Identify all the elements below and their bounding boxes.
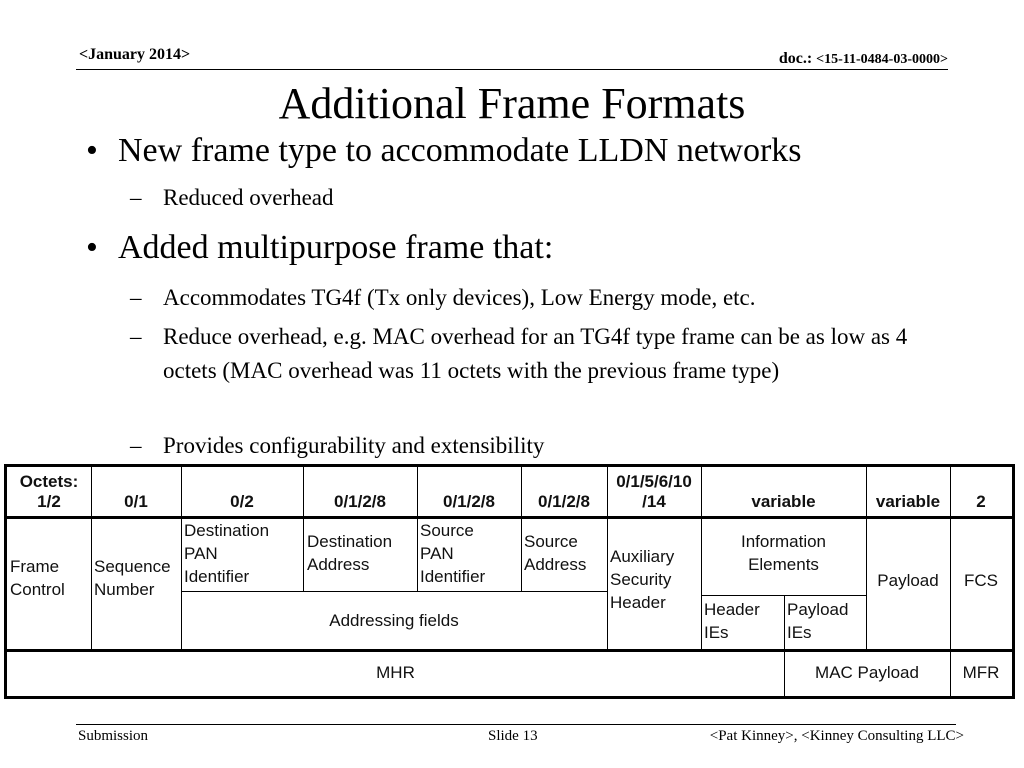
octets-cell-5: 0/1/2/8 — [443, 492, 495, 511]
dash: – — [130, 185, 142, 210]
field-information-elements: Information Elements — [740, 532, 827, 574]
mhr-label: MHR — [376, 663, 415, 682]
header-divider — [76, 69, 948, 70]
header-doc-number: <15-11-0484-03-0000> — [816, 52, 948, 67]
header-ies-label: Header IEs — [704, 600, 760, 642]
octets-cell-4: 0/1/2/8 — [334, 492, 386, 511]
mfr-label: MFR — [962, 663, 1000, 682]
sub-bullet-2-1 — [130, 281, 930, 315]
bullet-dot: • — [86, 132, 98, 169]
field-fcs: FCS — [964, 571, 998, 590]
mac-payload-label: MAC Payload — [815, 663, 919, 682]
header-doc — [779, 50, 948, 68]
dash: – — [130, 324, 142, 349]
octets-cell-7: 0/1/5/6/10 /14 — [616, 472, 692, 511]
bullet-2-text: Added multipurpose frame that: — [118, 229, 554, 266]
field-source-address: Source Address — [524, 532, 587, 574]
dash: – — [130, 433, 142, 458]
field-frame-control: Frame Control — [10, 557, 65, 599]
octets-cell-3: 0/2 — [230, 492, 254, 511]
sub-bullet-1-1 — [130, 181, 930, 215]
header-date: <January 2014> — [79, 46, 191, 63]
slide-title: Additional Frame Formats — [278, 79, 746, 128]
octets-cell-10: 2 — [976, 492, 986, 511]
sub-bullet-2-2-text: Reduce overhead, e.g. MAC overhead for an TG4f type frame can be as low as 4 octets (MAC overhead was 11 octets with the previous frame type) — [163, 324, 908, 383]
field-payload: Payload — [877, 571, 939, 590]
sub-bullet-2-2 — [130, 320, 920, 388]
sub-bullet-1-1-text: Reduced overhead — [163, 185, 334, 210]
octets-cell-2: 0/1 — [124, 492, 148, 511]
sub-bullet-2-3-text: Provides configurability and extensibility — [163, 433, 545, 458]
sub-bullet-2-3 — [130, 429, 930, 463]
field-sequence-number: Sequence Number — [94, 557, 171, 599]
addressing-fields-label: Addressing fields — [329, 611, 459, 630]
octets-cell-9: variable — [875, 492, 941, 511]
bullet-dot: • — [86, 229, 98, 266]
field-auxiliary-security-header: Auxiliary Security Header — [610, 547, 675, 612]
octets-value: 1/2 — [37, 492, 61, 511]
field-destination-pan-identifier: Destination PAN Identifier — [184, 521, 270, 586]
octets-cell-1 — [7, 467, 91, 516]
field-source-pan-identifier: Source PAN Identifier — [420, 521, 486, 586]
footer-slide-number: Slide 13 — [488, 728, 538, 744]
payload-ies-label: Payload IEs — [787, 600, 849, 642]
frame-format-table — [4, 464, 1015, 699]
sub-bullet-2-1-text: Accommodates TG4f (Tx only devices), Low Energy mode, etc. — [163, 285, 756, 310]
field-destination-address: Destination Address — [307, 532, 393, 574]
octets-cell-8: variable — [751, 492, 816, 511]
octets-cell-6: 0/1/2/8 — [538, 492, 590, 511]
footer-submission: Submission — [78, 728, 149, 744]
octets-label: Octets: — [19, 472, 79, 491]
row-divider — [181, 591, 607, 592]
footer-author: <Pat Kinney>, <Kinney Consulting LLC> — [709, 728, 964, 744]
header-doc-label: doc.: — [778, 50, 813, 67]
dash: – — [130, 285, 142, 310]
bullet-1-text: New frame type to accommodate LLDN networks — [118, 132, 802, 169]
row-divider — [7, 649, 1012, 652]
footer-divider — [76, 724, 956, 725]
